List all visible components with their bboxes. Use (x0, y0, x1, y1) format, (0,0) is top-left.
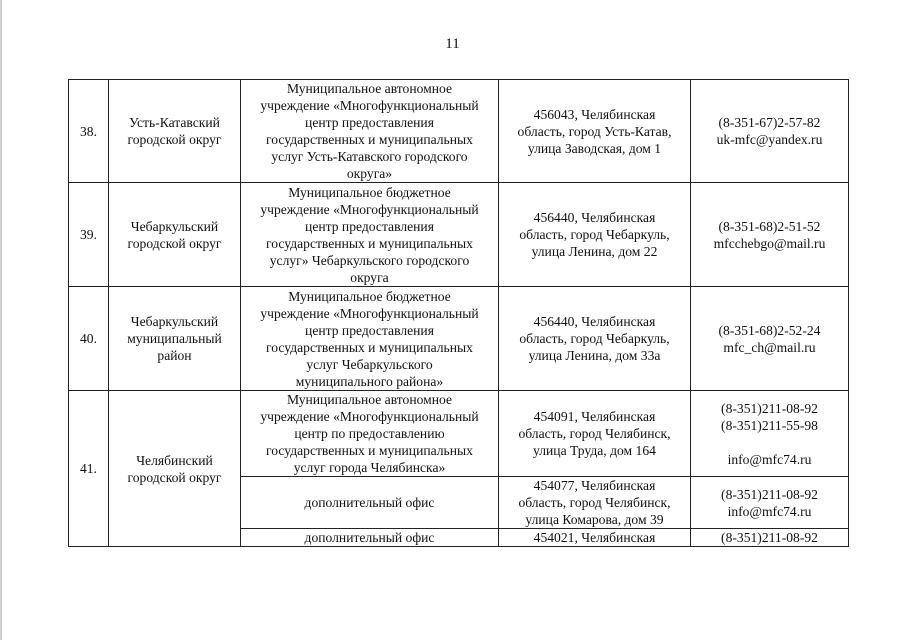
office-address-cell: 454077, Челябинская область, город Челябинск, улица Комарова, дом 39 (499, 477, 691, 529)
row-number: 41. (69, 391, 109, 547)
row-number: 39. (69, 183, 109, 287)
district-cell: Чебаркульский городской округ (109, 183, 241, 287)
office-institution-cell: дополнительный офис (241, 529, 499, 547)
page-edge (0, 0, 2, 640)
institution-cell: Муниципальное автономное учреждение «Многофункциональный центр предоставления государственных и муниципальных услуг Усть-Катавского городского округа» (241, 80, 499, 183)
table-row (69, 391, 849, 477)
district-cell: Усть-Катавский городской округ (109, 80, 241, 183)
address-cell: 456440, Челябинская область, город Чебаркуль, улица Ленина, дом 33а (499, 287, 691, 391)
office-address-cell: 454021, Челябинская (499, 529, 691, 547)
contacts-cell: (8-351-68)2-51-52 mfcchebgo@mail.ru (691, 183, 849, 287)
address-cell: 456043, Челябинская область, город Усть-Катав, улица Заводская, дом 1 (499, 80, 691, 183)
district-cell: Челябинский городской округ (109, 391, 241, 547)
contacts-cell: (8-351-68)2-52-24 mfc_ch@mail.ru (691, 287, 849, 391)
office-contacts-cell: (8-351)211-08-92 (691, 529, 849, 547)
contacts-cell: (8-351-67)2-57-82 uk-mfc@yandex.ru (691, 80, 849, 183)
address-cell: 456440, Челябинская область, город Чебаркуль, улица Ленина, дом 22 (499, 183, 691, 287)
district-cell: Чебаркульский муниципальный район (109, 287, 241, 391)
contacts-cell: (8-351)211-08-92 (8-351)211-55-98 info@mfc74.ru (691, 391, 849, 477)
mfc-table (68, 79, 849, 547)
page-number: 11 (445, 36, 460, 52)
row-number: 40. (69, 287, 109, 391)
institution-cell: Муниципальное автономное учреждение «Многофункциональный центр по предоставлению государственных и муниципальных услуг города Челябинска» (241, 391, 499, 477)
table-row (69, 80, 849, 183)
row-number: 38. (69, 80, 109, 183)
institution-cell: Муниципальное бюджетное учреждение «Многофункциональный центр предоставления государственных и муниципальных услуг» Чебаркульского городского округа (241, 183, 499, 287)
institution-cell: Муниципальное бюджетное учреждение «Многофункциональный центр предоставления государственных и муниципальных услуг Чебаркульского муниципального района» (241, 287, 499, 391)
office-institution-cell: дополнительный офис (241, 477, 499, 529)
address-cell: 454091, Челябинская область, город Челябинск, улица Труда, дом 164 (499, 391, 691, 477)
table-row (69, 287, 849, 391)
table-row (69, 183, 849, 287)
office-contacts-cell: (8-351)211-08-92 info@mfc74.ru (691, 477, 849, 529)
